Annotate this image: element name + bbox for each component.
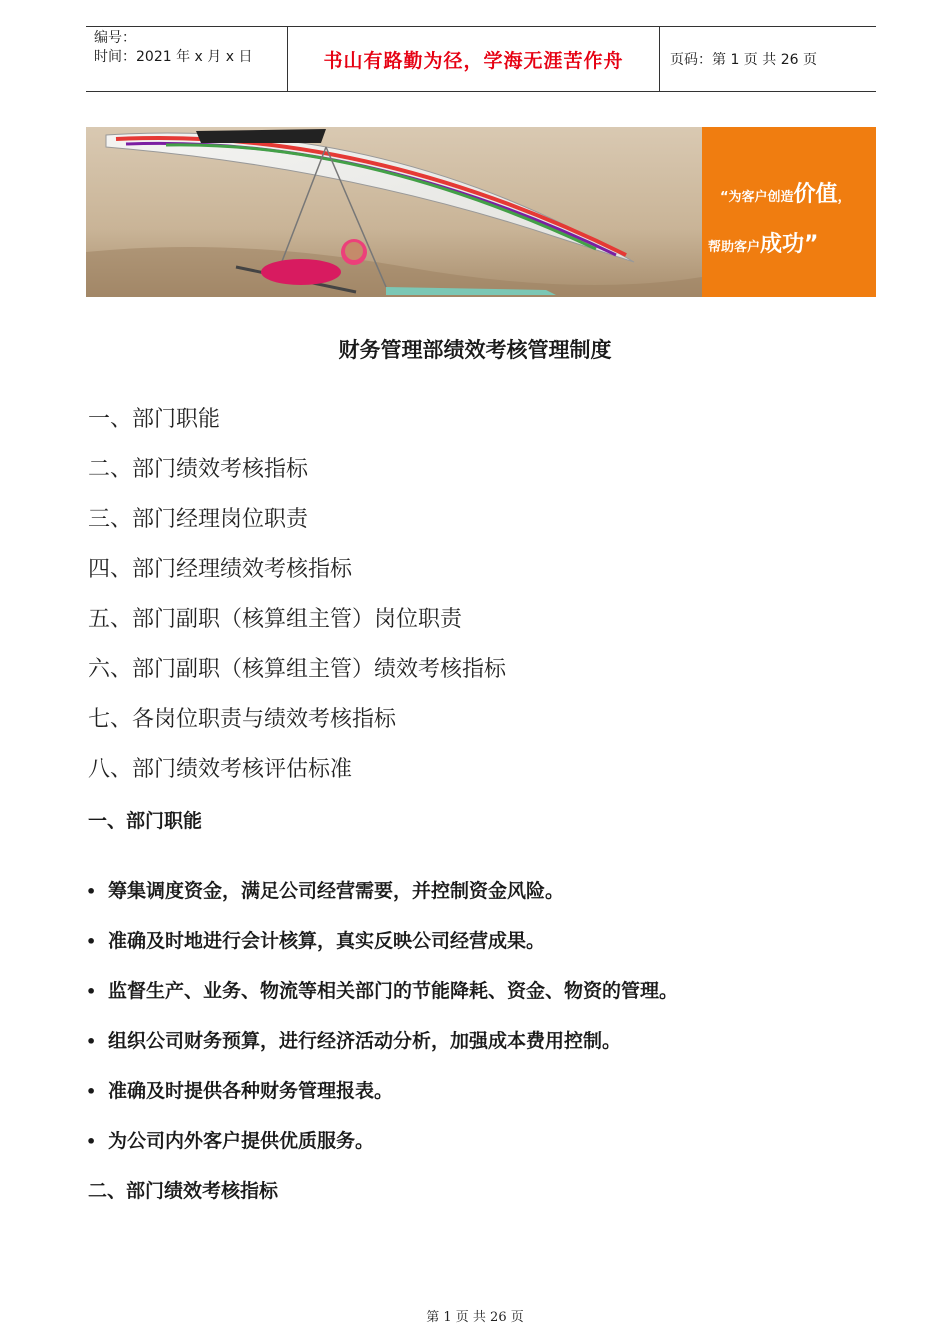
page-header bbox=[86, 26, 876, 92]
header-slogan-cell bbox=[287, 27, 660, 91]
department-function-list bbox=[86, 866, 678, 1166]
list-item: • 准确及时提供各种财务管理报表。 bbox=[86, 1066, 678, 1116]
hang-glider-banner bbox=[86, 127, 876, 297]
header-page-label: 页码：第 1 页 共 26 页 bbox=[670, 52, 817, 68]
table-of-contents bbox=[88, 400, 506, 800]
toc-item: 一、部门职能 bbox=[88, 407, 221, 432]
list-item: • 组织公司财务预算，进行经济活动分析，加强成本费用控制。 bbox=[86, 1016, 678, 1066]
bullet-icon: • bbox=[86, 1132, 97, 1151]
bullet-icon: • bbox=[86, 1082, 97, 1101]
toc-item: 六、部门副职（核算组主管）绩效考核指标 bbox=[88, 657, 507, 682]
toc-item: 五、部门副职（核算组主管）岗位职责 bbox=[88, 607, 463, 632]
toc-item: 三、部门经理岗位职责 bbox=[88, 507, 309, 532]
section-heading-2: 二、部门绩效考核指标 bbox=[88, 1180, 279, 1202]
banner-quote-line-1: “为客户创造价值， bbox=[720, 182, 851, 207]
document-number-label: 编号： bbox=[94, 30, 136, 46]
header-meta bbox=[86, 27, 287, 91]
list-item: • 准确及时地进行会计核算，真实反映公司经营成果。 bbox=[86, 916, 678, 966]
list-item: • 为公司内外客户提供优质服务。 bbox=[86, 1116, 678, 1166]
bullet-icon: • bbox=[86, 882, 97, 901]
bullet-icon: • bbox=[86, 1032, 97, 1051]
header-page-cell bbox=[660, 27, 876, 91]
document-title: 财务管理部绩效考核管理制度 bbox=[338, 338, 612, 362]
document-time-label: 时间：2021 年 x 月 x 日 bbox=[94, 49, 253, 65]
banner-slogan-panel bbox=[702, 127, 876, 297]
toc-item: 七、各岗位职责与绩效考核指标 bbox=[88, 707, 397, 732]
list-item: • 筹集调度资金，满足公司经营需要，并控制资金风险。 bbox=[86, 866, 678, 916]
banner-image bbox=[86, 127, 876, 297]
toc-item: 八、部门绩效考核评估标准 bbox=[88, 757, 353, 782]
bullet-icon: • bbox=[86, 982, 97, 1001]
toc-item: 四、部门经理绩效考核指标 bbox=[88, 557, 353, 582]
bullet-icon: • bbox=[86, 932, 97, 951]
header-slogan: 书山有路勤为径，学海无涯苦作舟 bbox=[323, 49, 624, 72]
page-footer: 第 1 页 共 26 页 bbox=[426, 1310, 524, 1325]
section-heading-1: 一、部门职能 bbox=[88, 810, 203, 832]
toc-item: 二、部门绩效考核指标 bbox=[88, 457, 309, 482]
banner-quote-line-2: 帮助客户成功” bbox=[708, 232, 819, 257]
list-item: • 监督生产、业务、物流等相关部门的节能降耗、资金、物资的管理。 bbox=[86, 966, 678, 1016]
